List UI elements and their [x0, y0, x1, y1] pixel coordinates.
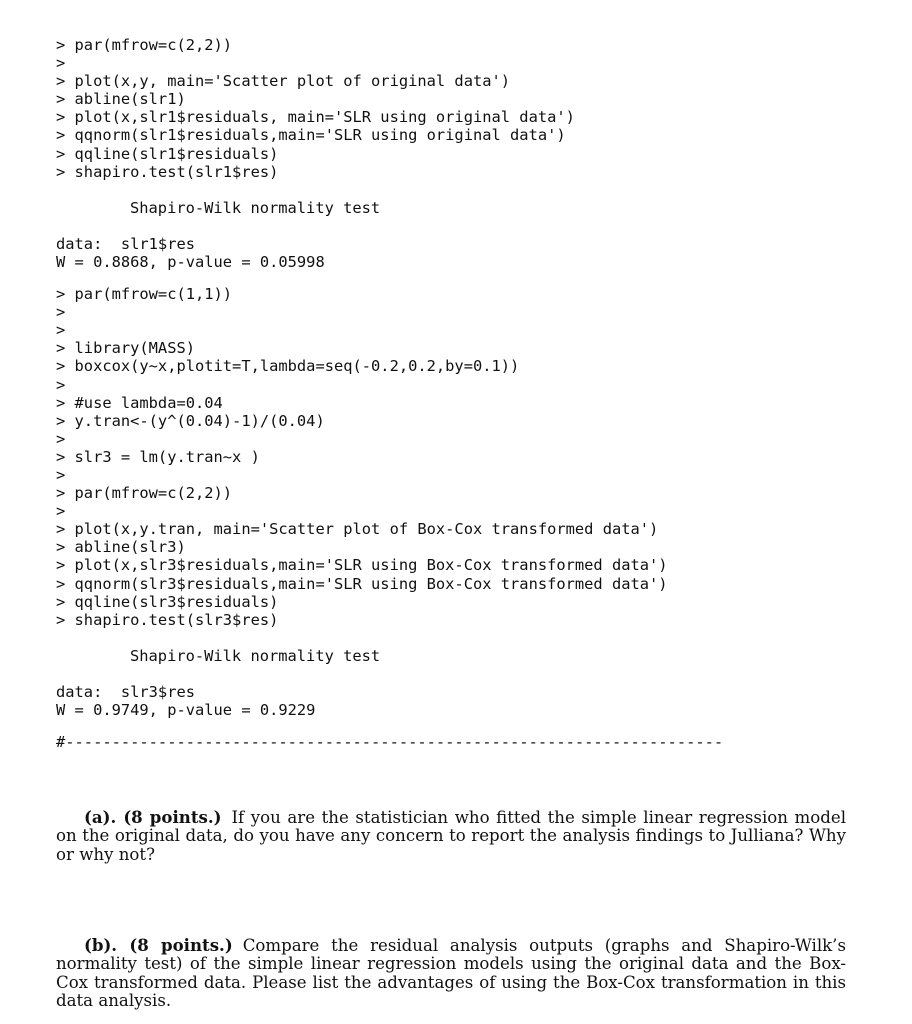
comment-separator: #-----------------------------------------------------------------------	[56, 733, 724, 752]
question-a-label: (a). (8 points.)	[84, 807, 222, 827]
code-line: > library(MASS)	[56, 339, 195, 358]
question-b-text: Compare the residual analysis outputs (graphs and Shapiro-Wilk’s normality test) of the simple linear regression models using the original data and the Box-Cox transformed data. Please list the advantages of using the Box-Cox transformation in this data analysis.	[56, 936, 846, 1011]
test-statistic-line: W = 0.8868, p-value = 0.05998	[56, 252, 325, 271]
code-block-1	[56, 36, 856, 181]
r-console-output	[56, 36, 856, 751]
code-line: > par(mfrow=c(1,1))	[56, 285, 233, 304]
code-line: >	[56, 375, 66, 394]
code-line: > plot(x,slr3$residuals,main='SLR using Box-Cox transformed data')	[56, 556, 668, 575]
code-line: > plot(x,slr1$residuals, main='SLR using original data')	[56, 108, 575, 127]
code-line: >	[56, 502, 66, 521]
code-line: >	[56, 54, 66, 73]
shapiro-test-output-1	[56, 199, 856, 271]
question-a-text: If you are the statistician who fitted the simple linear regression model on the original data, do you have any concern to report the analysis findings to Julliana? Why or why not?	[56, 808, 846, 864]
code-line: > slr3 = lm(y.tran~x )	[56, 447, 260, 466]
code-line: > plot(x,y, main='Scatter plot of original data')	[56, 72, 511, 91]
code-line: > par(mfrow=c(2,2))	[56, 36, 233, 54]
shapiro-test-output-2	[56, 647, 856, 719]
test-heading: Shapiro-Wilk normality test	[130, 198, 381, 217]
code-line: > qqnorm(slr3$residuals,main='SLR using Box-Cox transformed data')	[56, 574, 668, 593]
code-line: > par(mfrow=c(2,2))	[56, 484, 233, 503]
test-data-line: data: slr3$res	[56, 682, 195, 701]
code-line: >	[56, 303, 66, 322]
code-line: > abline(slr1)	[56, 90, 186, 109]
code-line: >	[56, 321, 66, 340]
test-heading: Shapiro-Wilk normality test	[130, 646, 381, 665]
code-line: >	[56, 465, 66, 484]
test-data-line: data: slr1$res	[56, 234, 195, 253]
code-line: > plot(x,y.tran, main='Scatter plot of Box-Cox transformed data')	[56, 520, 659, 539]
code-line: > abline(slr3)	[56, 538, 186, 557]
code-line: > shapiro.test(slr3$res)	[56, 610, 279, 629]
test-statistic-line: W = 0.9749, p-value = 0.9229	[56, 701, 316, 719]
question-b	[56, 936, 846, 1011]
code-line: >	[56, 429, 66, 448]
question-b-label: (b). (8 points.)	[84, 935, 233, 955]
code-line: > qqline(slr3$residuals)	[56, 592, 279, 611]
code-line: > #use lambda=0.04	[56, 393, 223, 412]
question-a	[56, 808, 846, 864]
code-line: > boxcox(y~x,plotit=T,lambda=seq(-0.2,0.2,by=0.1))	[56, 357, 520, 376]
code-line: > qqnorm(slr1$residuals,main='SLR using original data')	[56, 126, 566, 145]
code-block-2	[56, 285, 856, 629]
code-line: > shapiro.test(slr1$res)	[56, 162, 279, 181]
code-line: > y.tran<-(y^(0.04)-1)/(0.04)	[56, 411, 325, 430]
code-line: > qqline(slr1$residuals)	[56, 144, 279, 163]
